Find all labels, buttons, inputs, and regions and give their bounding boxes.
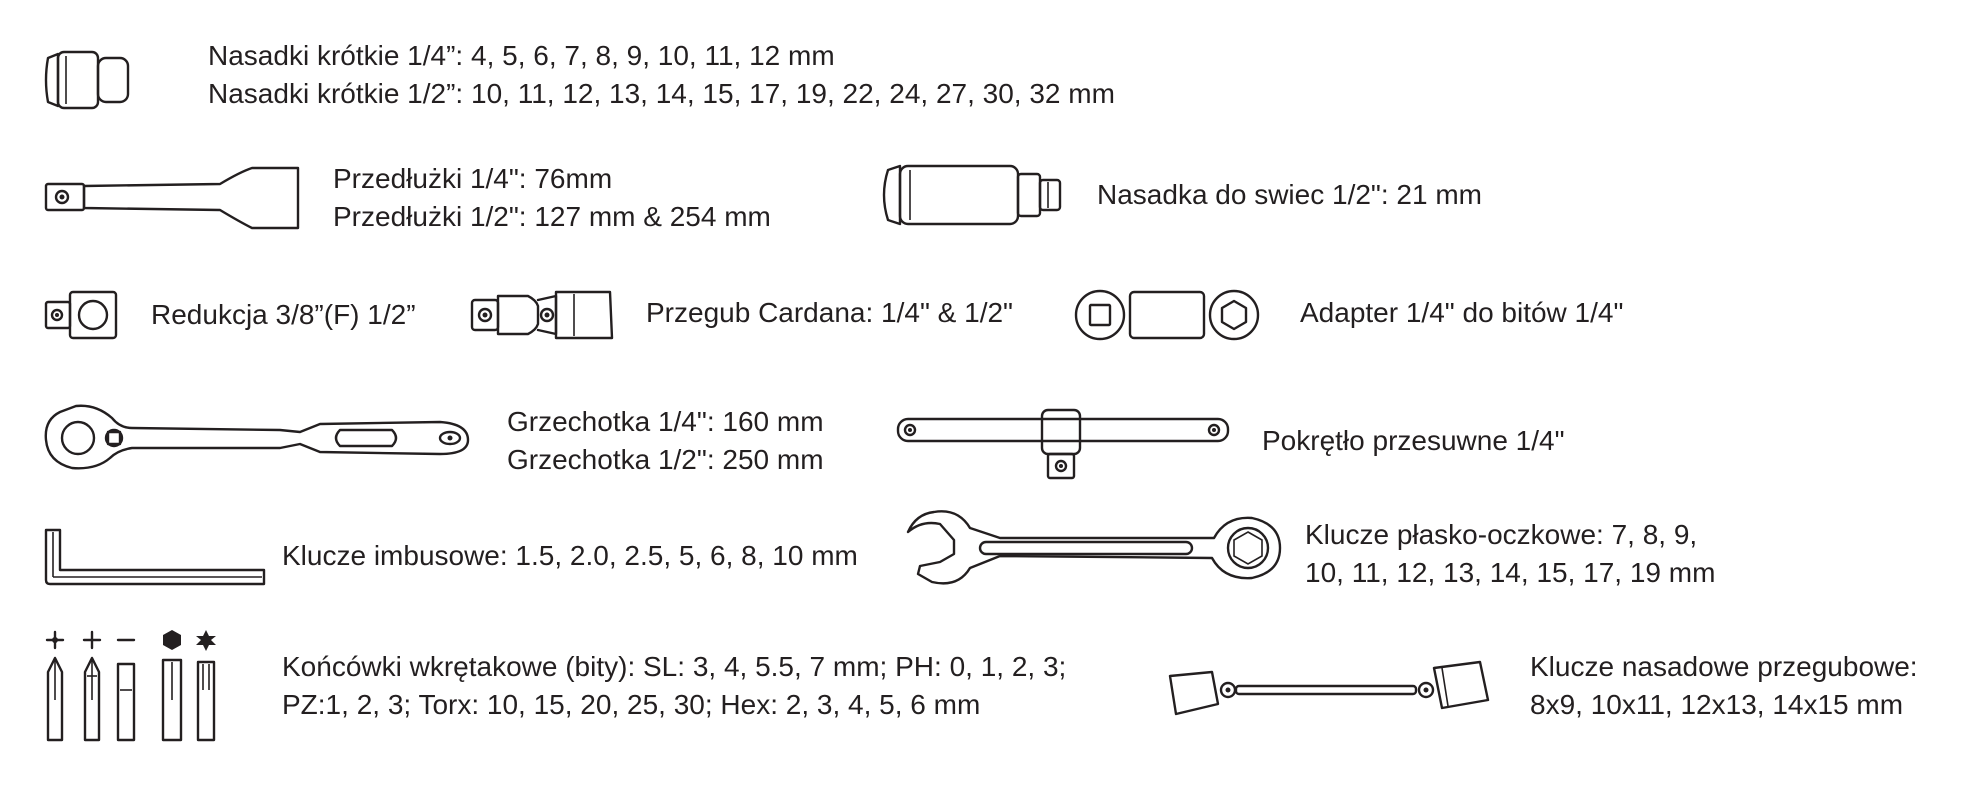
ratchet-label: Grzechotka 1/4": 160 mm Grzechotka 1/2": 250 mm: [507, 406, 824, 475]
universal-joint-label: Przegub Cardana: 1/4" & 1/2": [646, 297, 1013, 328]
bit-adapter-icon: [1076, 291, 1258, 339]
universal-joint-icon: [472, 292, 612, 338]
hex-keys-label: Klucze imbusowe: 1.5, 2.0, 2.5, 5, 6, 8, 10 mm: [282, 540, 858, 571]
hex-key-icon: [46, 530, 264, 584]
combination-wrenches-label: Klucze płasko-oczkowe: 7, 8, 9, 10, 11, 12, 13, 14, 15, 17, 19 mm: [1305, 519, 1716, 588]
reducer-label: Redukcja 3/8”(F) 1/2”: [151, 299, 416, 330]
short-socket-icon: [46, 52, 128, 108]
sockets-label: Nasadki krótkie 1/4”: 4, 5, 6, 7, 8, 9, 10, 11, 12 mm Nasadki krótkie 1/2”: 10, 11, 12, 13, 14, 15, 17, 19, 22, 24, 27, 30, 32 mm: [208, 40, 1115, 109]
flex-socket-wrench-icon: [1170, 662, 1488, 714]
extension-bar-icon: [46, 168, 298, 228]
flex-socket-wrenches-label: Klucze nasadowe przegubowe: 8x9, 10x11, 12x13, 14x15 mm: [1530, 651, 1918, 720]
t-bar-label: Pokrętło przesuwne 1/4": [1262, 425, 1565, 456]
bits-label: Końcówki wkrętakowe (bity): SL: 3, 4, 5.5, 7 mm; PH: 0, 1, 2, 3; PZ:1, 2, 3; Torx: 10, 15, 20, 25, 30; Hex: 2, 3, 4, 5, 6 mm: [282, 651, 1067, 720]
spark-plug-socket-icon: [884, 166, 1060, 224]
reducer-adapter-icon: [46, 292, 116, 338]
ratchet-handle-icon: [46, 406, 468, 469]
screwdriver-bits-icon: [47, 630, 216, 740]
bit-adapter-label: Adapter 1/4" do bitów 1/4": [1300, 297, 1624, 328]
sliding-t-bar-icon: [898, 410, 1228, 478]
spark-plug-label: Nasadka do swiec 1/2": 21 mm: [1097, 179, 1482, 210]
combination-wrench-icon: [908, 511, 1280, 583]
extensions-label: Przedłużki 1/4": 76mm Przedłużki 1/2": 127 mm & 254 mm: [333, 163, 771, 232]
